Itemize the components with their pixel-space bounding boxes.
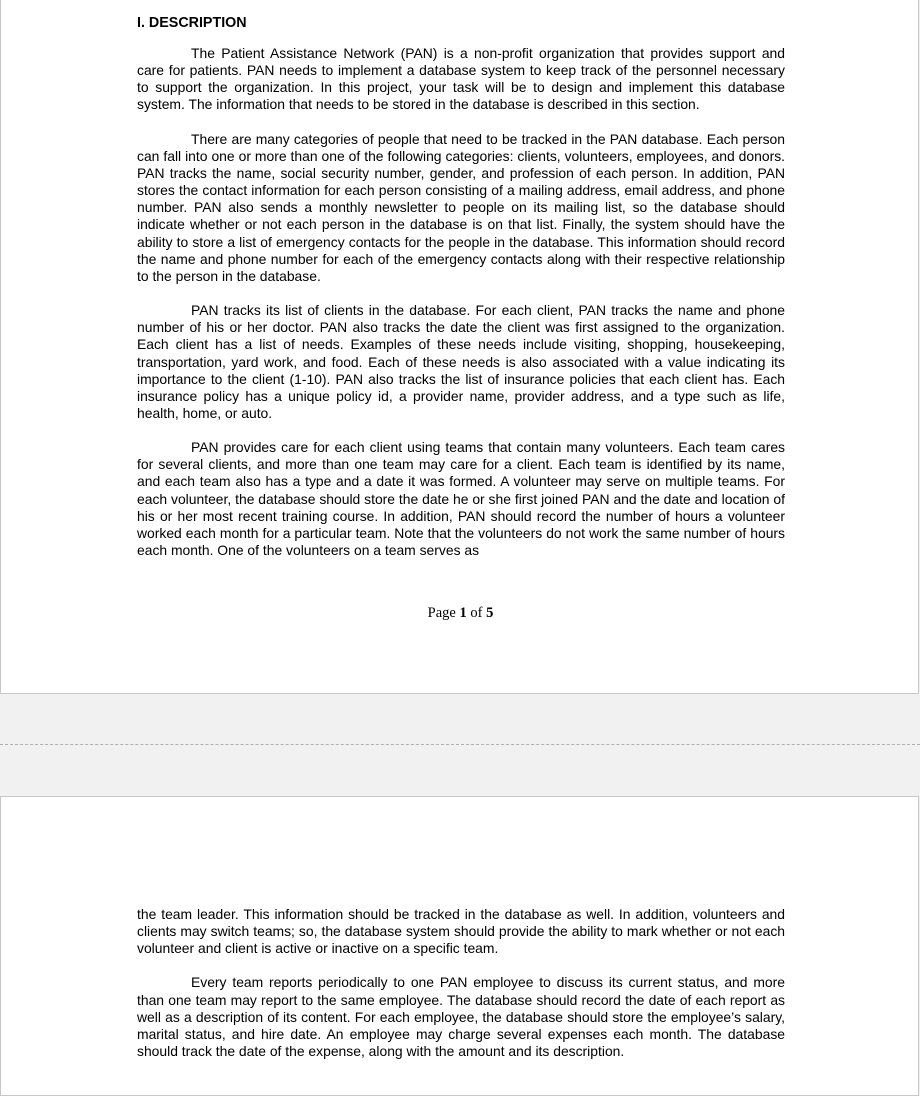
paragraph-team-leader: the team leader. This information should be tracked in the database as well. In addition, volunteers and clients may switch teams; so, the database system should provide the ability to mark whether or not each volunteer and client is active or inactive on a specific team. <box>137 906 785 957</box>
page-number-separator: of <box>470 605 483 621</box>
paragraph-employee-reports: Every team reports periodically to one PAN employee to discuss its current status, and more than one team may report to the same employee. The database should record the date of each report as well as a description of its content. For each employee, the database should store the employee’s salary, marital status, and hire date. An employee may charge several expenses each month. The database should track the date of the expense, along with the amount and its description. <box>137 974 785 1060</box>
page-number <box>1 605 919 622</box>
paragraph-teams: PAN provides care for each client using teams that contain many volunteers. Each team cares for several clients, and more than one team may care for a client. Each team is identified by its name, and each team also has a type and a date it was formed. A volunteer may serve on multiple teams. For each volunteer, the database should store the date he or she first joined PAN and the date and location of his or her most recent training course. In addition, PAN should record the number of hours a volunteer worked each month for a particular team. Note that the volunteers do not work the same number of hours each month. One of the volunteers on a team serves as <box>137 439 785 559</box>
paragraph-clients: PAN tracks its list of clients in the database. For each client, PAN tracks the name and phone number of his or her doctor. PAN also tracks the date the client was first assigned to the organization. Each client has a list of needs. Examples of these needs include visiting, shopping, housekeeping, transportation, yard work, and food. Each of these needs is also associated with a value indicating its importance to the client (1-10). PAN also tracks the list of insurance policies that each client has. Each insurance policy has a unique policy id, a provider name, provider address, and a type such as life, health, home, or auto. <box>137 302 785 421</box>
page-number-current: 1 <box>459 605 467 621</box>
page-number-prefix: Page <box>427 605 456 621</box>
document-page-2 <box>0 796 919 1096</box>
page-1-content <box>137 15 785 576</box>
page-number-total: 5 <box>486 605 494 621</box>
section-heading: I. DESCRIPTION <box>137 15 247 31</box>
paragraph-people-categories: There are many categories of people that need to be tracked in the PAN database. Each person can fall into one or more than one of the following categories: clients, volunteers, employees, and donors. PAN tracks the name, social security number, gender, and profession of each person. In addition, PAN stores the contact information for each person consisting of a mailing address, email address, and phone number. PAN also sends a monthly newsletter to people on its mailing list, so the database should indicate whether or not each person in the database is on that list. Finally, the system should have the ability to store a list of emergency contacts for the people in the database. This information should record the name and phone number for each of the emergency contacts along with their respective relationship to the person in the database. <box>137 130 785 284</box>
paragraph-overview: The Patient Assistance Network (PAN) is a non-profit organization that provides support and care for patients. PAN needs to implement a database system to keep track of the personnel necessary to support the organization. In this project, your task will be to design and implement this database system. The information that needs to be stored in the database is described in this section. <box>137 45 785 113</box>
page-2-content <box>137 906 785 1077</box>
page-break-divider <box>0 744 920 745</box>
